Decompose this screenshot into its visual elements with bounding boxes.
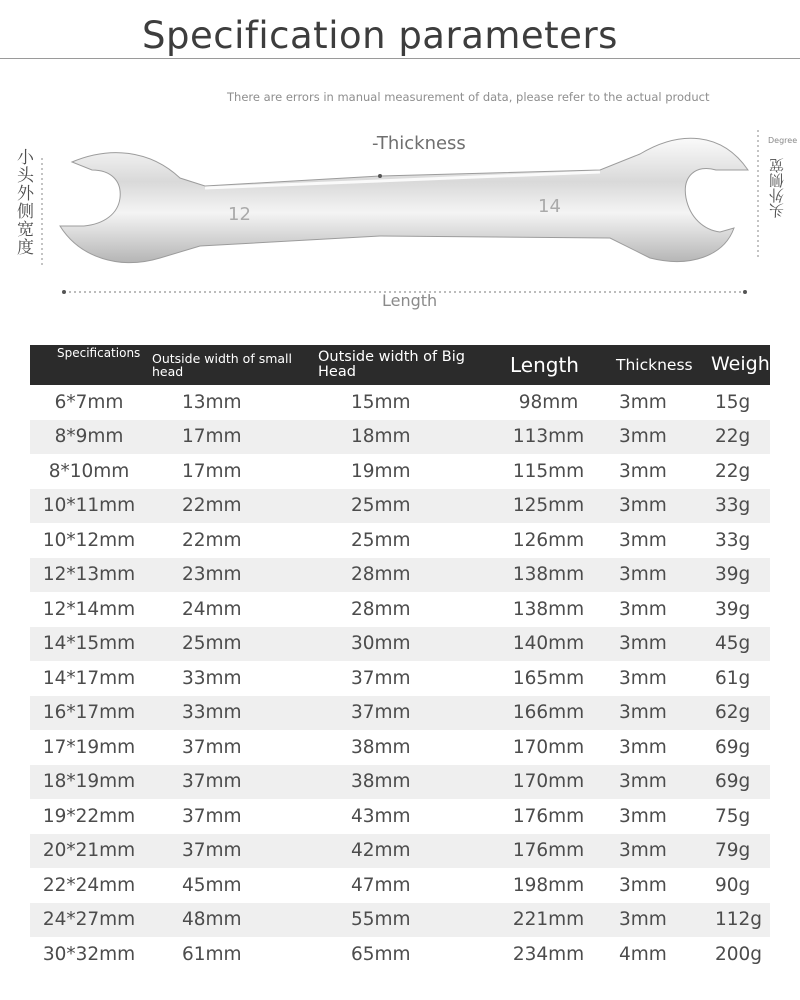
weight-cell: 200g	[715, 943, 763, 965]
big-head-width-cell: 38mm	[351, 771, 411, 793]
column-header-big-head-width: Outside width of Big Head	[318, 348, 465, 380]
big-head-width-cell: 15mm	[351, 391, 411, 413]
thickness-cell: 3mm	[619, 909, 667, 931]
column-header-length: Length	[510, 352, 579, 377]
weight-cell: 39g	[715, 598, 751, 620]
column-header-small-head-width: Outside width of small head	[152, 350, 292, 379]
page-title: Specification parameters	[142, 14, 618, 57]
length-label: Length	[382, 291, 438, 310]
small-head-width-cell: 23mm	[182, 564, 242, 586]
measurement-disclaimer: There are errors in manual measurement of data, please refer to the actual product	[227, 90, 710, 104]
thickness-cell: 3mm	[619, 495, 667, 517]
spec-cell: 14*17mm	[42, 667, 136, 689]
title-divider	[0, 58, 800, 59]
thickness-cell: 3mm	[619, 426, 667, 448]
weight-cell: 33g	[715, 529, 751, 551]
wrench-diagram	[0, 118, 800, 318]
spec-cell: 10*12mm	[42, 529, 136, 551]
big-head-width-cell: 47mm	[351, 874, 411, 896]
small-head-size-label: 12	[228, 204, 251, 225]
column-header-specifications: Specifications	[57, 346, 141, 360]
length-cell: 138mm	[512, 598, 585, 620]
big-head-width-cell: 65mm	[351, 943, 411, 965]
length-cell: 170mm	[512, 736, 585, 758]
big-head-width-cell: 28mm	[351, 598, 411, 620]
weight-cell: 90g	[715, 874, 751, 896]
spec-cell: 6*7mm	[54, 391, 124, 413]
small-head-width-cell: 25mm	[182, 633, 242, 655]
length-cell: 113mm	[512, 426, 585, 448]
thickness-cell: 4mm	[619, 943, 667, 965]
thickness-cell: 3mm	[619, 391, 667, 413]
big-head-width-cell: 25mm	[351, 495, 411, 517]
table-row	[30, 730, 770, 765]
degree-label: Degree	[768, 136, 798, 145]
big-head-width-cell: 55mm	[351, 909, 411, 931]
thickness-cell: 3mm	[619, 598, 667, 620]
small-head-width-cell: 37mm	[182, 840, 242, 862]
small-head-width-cell: 37mm	[182, 771, 242, 793]
spec-cell: 18*19mm	[42, 771, 136, 793]
table-row	[30, 834, 770, 869]
weight-cell: 75g	[715, 805, 751, 827]
length-cell: 138mm	[512, 564, 585, 586]
thickness-cell: 3mm	[619, 564, 667, 586]
thickness-cell: 3mm	[619, 840, 667, 862]
thickness-cell: 3mm	[619, 874, 667, 896]
length-cell: 125mm	[512, 495, 585, 517]
big-head-width-cell: 37mm	[351, 667, 411, 689]
small-head-width-cell: 37mm	[182, 805, 242, 827]
big-head-width-label: 头外侧宽	[768, 158, 786, 218]
table-row	[30, 661, 770, 696]
small-head-width-cell: 45mm	[182, 874, 242, 896]
thickness-cell: 3mm	[619, 529, 667, 551]
spec-cell: 8*9mm	[54, 426, 124, 448]
table-row	[30, 903, 770, 938]
wrench-body	[60, 138, 748, 262]
big-head-width-cell: 43mm	[351, 805, 411, 827]
weight-cell: 22g	[715, 460, 751, 482]
big-head-width-cell: 28mm	[351, 564, 411, 586]
table-row	[30, 799, 770, 834]
small-head-width-cell: 17mm	[182, 460, 242, 482]
column-header-weight: Weight	[711, 353, 778, 376]
big-head-width-cell: 37mm	[351, 702, 411, 724]
table-row	[30, 592, 770, 627]
column-header-thickness: Thickness	[616, 355, 693, 374]
spec-cell: 12*14mm	[42, 598, 136, 620]
thickness-cell: 3mm	[619, 805, 667, 827]
weight-cell: 61g	[715, 667, 751, 689]
big-head-width-cell: 19mm	[351, 460, 411, 482]
weight-cell: 22g	[715, 426, 751, 448]
table-row	[30, 454, 770, 489]
weight-cell: 33g	[715, 495, 751, 517]
spec-cell: 24*27mm	[42, 909, 136, 931]
spec-cell: 16*17mm	[42, 702, 136, 724]
small-head-width-cell: 48mm	[182, 909, 242, 931]
spec-cell: 8*10mm	[48, 460, 130, 482]
spec-cell: 14*15mm	[42, 633, 136, 655]
weight-cell: 39g	[715, 564, 751, 586]
table-row	[30, 523, 770, 558]
weight-cell: 79g	[715, 840, 751, 862]
weight-cell: 69g	[715, 736, 751, 758]
thickness-cell: 3mm	[619, 667, 667, 689]
spec-cell: 30*32mm	[42, 943, 136, 965]
big-head-width-cell: 38mm	[351, 736, 411, 758]
weight-cell: 45g	[715, 633, 751, 655]
spec-cell: 17*19mm	[42, 736, 136, 758]
length-cell: 98mm	[518, 391, 579, 413]
length-cell: 126mm	[512, 529, 585, 551]
big-head-size-label: 14	[538, 196, 561, 217]
weight-cell: 112g	[715, 909, 763, 931]
table-row	[30, 937, 770, 972]
big-head-width-cell: 25mm	[351, 529, 411, 551]
length-cell: 176mm	[512, 840, 585, 862]
length-cell: 198mm	[512, 874, 585, 896]
length-cell: 176mm	[512, 805, 585, 827]
length-cell: 165mm	[512, 667, 585, 689]
table-row	[30, 696, 770, 731]
small-head-width-cell: 17mm	[182, 426, 242, 448]
weight-cell: 62g	[715, 702, 751, 724]
thickness-cell: 3mm	[619, 633, 667, 655]
small-head-width-cell: 13mm	[182, 391, 242, 413]
spec-cell: 12*13mm	[42, 564, 136, 586]
small-head-width-cell: 22mm	[182, 529, 242, 551]
spec-table	[30, 345, 778, 972]
table-row	[30, 489, 770, 524]
small-head-width-cell: 24mm	[182, 598, 242, 620]
spec-cell: 22*24mm	[42, 874, 136, 896]
thickness-cell: 3mm	[619, 736, 667, 758]
table-row	[30, 627, 770, 662]
small-head-width-cell: 33mm	[182, 667, 242, 689]
thickness-cell: 3mm	[619, 771, 667, 793]
table-row	[30, 765, 770, 800]
table-header-row	[30, 345, 770, 385]
small-head-width-cell: 61mm	[182, 943, 242, 965]
thickness-label: -Thickness	[372, 133, 466, 154]
big-head-width-cell: 42mm	[351, 840, 411, 862]
thickness-marker	[378, 174, 382, 178]
weight-cell: 15g	[715, 391, 751, 413]
length-cell: 221mm	[512, 909, 585, 931]
table-row	[30, 420, 770, 455]
big-head-width-cell: 18mm	[351, 426, 411, 448]
length-cell: 115mm	[512, 460, 585, 482]
table-row	[30, 868, 770, 903]
small-head-width-cell: 22mm	[182, 495, 242, 517]
thickness-cell: 3mm	[619, 702, 667, 724]
spec-cell: 19*22mm	[42, 805, 136, 827]
length-cell: 234mm	[512, 943, 585, 965]
thickness-cell: 3mm	[619, 460, 667, 482]
table-row	[30, 558, 770, 593]
table-body	[30, 385, 770, 972]
length-cell: 170mm	[512, 771, 585, 793]
length-cell: 140mm	[512, 633, 585, 655]
spec-cell: 10*11mm	[42, 495, 136, 517]
small-head-width-cell: 37mm	[182, 736, 242, 758]
spec-cell: 20*21mm	[42, 840, 136, 862]
big-head-width-cell: 30mm	[351, 633, 411, 655]
small-head-width-cell: 33mm	[182, 702, 242, 724]
small-head-width-label: 小头外侧宽度	[13, 148, 33, 256]
length-cell: 166mm	[512, 702, 585, 724]
table-row	[30, 385, 770, 420]
weight-cell: 69g	[715, 771, 751, 793]
